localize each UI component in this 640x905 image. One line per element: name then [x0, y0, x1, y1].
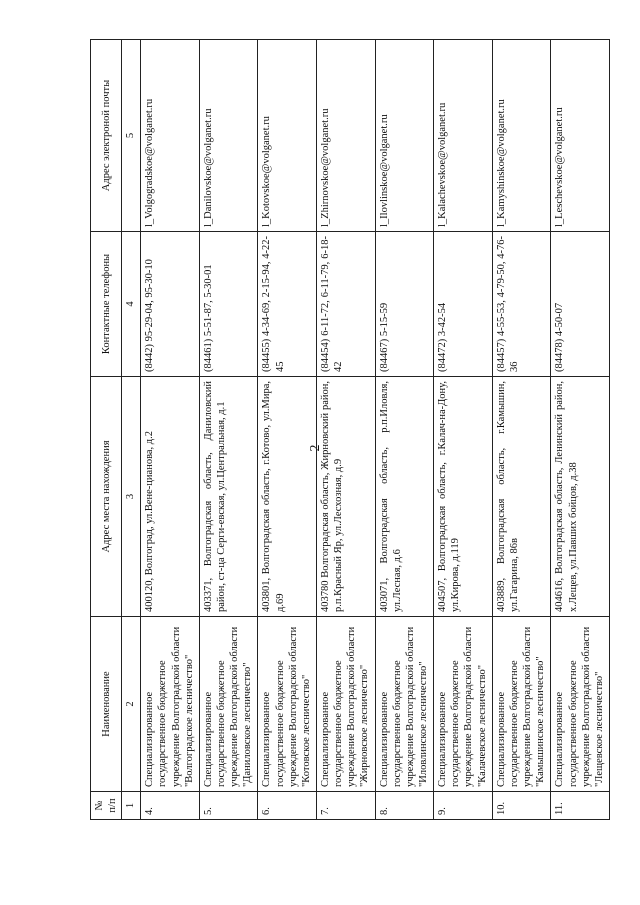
- org-email[interactable]: l_Kalachevskoe@volganet.ru: [434, 40, 493, 232]
- table-row: [199, 40, 258, 820]
- page-number: 2: [308, 444, 323, 452]
- org-email[interactable]: l_Leschevskoe@volganet.ru: [551, 40, 610, 232]
- org-address: 404616, Волгоградская область, Ленинский район, х.Лещев, ул.Павших бойцов, д.38: [551, 377, 610, 617]
- header-row: [91, 40, 122, 820]
- org-address: 403371, Волгоградская область, Даниловский район, ст-ца Серги-евская, ул.Центральная, д.1: [199, 377, 258, 617]
- org-name: Специализированное государственное бюджетное учреждение Волгоградской области "Калачевское лесничество": [434, 617, 493, 792]
- org-phones: (84455) 4-34-69, 2-15-94, 4-22-45: [258, 232, 317, 377]
- column-number-row: [122, 40, 141, 820]
- row-number: 9.: [434, 792, 493, 820]
- forestry-registry-table: [90, 39, 610, 820]
- org-phones: (8442) 95-29-04, 95-30-10: [141, 232, 200, 377]
- org-email[interactable]: l_Volgogradskoe@volganet.ru: [141, 40, 200, 232]
- row-number: 8.: [375, 792, 434, 820]
- col-number: 5: [122, 40, 141, 232]
- col-number: 4: [122, 232, 141, 377]
- row-number: 10.: [492, 792, 551, 820]
- header-no: № п/п: [91, 792, 122, 820]
- header-name: Наименование: [91, 617, 122, 792]
- org-email[interactable]: l_Kamyshinskoe@volganet.ru: [492, 40, 551, 232]
- org-address: 400120, Волгоград, ул.Вене-цианова, д.2: [141, 377, 200, 617]
- col-number: 1: [122, 792, 141, 820]
- rotated-table-container: [90, 40, 610, 820]
- header-phones: Контактные телефоны: [91, 232, 122, 377]
- table-row: [492, 40, 551, 820]
- org-address: 403889, Волгоградская область, г.Камышин, ул.Гагарина, 86в: [492, 377, 551, 617]
- table-row: [434, 40, 493, 820]
- table-row: [258, 40, 317, 820]
- org-phones: (84467) 5-15-59: [375, 232, 434, 377]
- org-email[interactable]: l_Zhirnovskoe@volganet.ru: [317, 40, 376, 232]
- org-phones: (84457) 4-55-53, 4-79-50, 4-76-36: [492, 232, 551, 377]
- org-address: 403801, Волгоградская область, г.Котово, ул.Мира, д.69: [258, 377, 317, 617]
- row-number: 11.: [551, 792, 610, 820]
- col-number: 2: [122, 617, 141, 792]
- org-name: Специализированное государственное бюджетное учреждение Волгоградской области "Камышинское лесничество": [492, 617, 551, 792]
- org-address: 403071, Волгоградская область, р.п.Иловля, ул.Лесная, д.6: [375, 377, 434, 617]
- row-number: 4.: [141, 792, 200, 820]
- row-number: 6.: [258, 792, 317, 820]
- row-number: 5.: [199, 792, 258, 820]
- org-phones: (84454) 6-11-72, 6-11-79, 6-18-42: [317, 232, 376, 377]
- org-phones: (84461) 5-51-87, 5-30-01: [199, 232, 258, 377]
- org-address: 404507, Волгоградская область, г.Калач-на-Дону, ул.Кирова, д.119: [434, 377, 493, 617]
- org-name: Специализированное государственное бюджетное учреждение Волгоградской области "Волгоградское лесничество": [141, 617, 200, 792]
- org-phones: (84472) 3-42-54: [434, 232, 493, 377]
- org-name: Специализированное государственное бюджетное учреждение Волгоградской области "Котовское лесничество": [258, 617, 317, 792]
- org-phones: (84478) 4-50-07: [551, 232, 610, 377]
- table-row: [551, 40, 610, 820]
- org-email[interactable]: l_Danilovskoe@volganet.ru: [199, 40, 258, 232]
- org-email[interactable]: l_Ilovlinskoe@volganet.ru: [375, 40, 434, 232]
- header-address: Адрес места нахождения: [91, 377, 122, 617]
- org-name: Специализированное государственное бюджетное учреждение Волгоградской области "Лещевское лесничество": [551, 617, 610, 792]
- org-name: Специализированное государственное бюджетное учреждение Волгоградской области "Иловлинское лесничество": [375, 617, 434, 792]
- table-row: [375, 40, 434, 820]
- org-email[interactable]: l_Kotovskoe@volganet.ru: [258, 40, 317, 232]
- org-name: Специализированное государственное бюджетное учреждение Волгоградской области "Даниловское лесничество": [199, 617, 258, 792]
- col-number: 3: [122, 377, 141, 617]
- row-number: 7.: [317, 792, 376, 820]
- org-name: Специализированное государственное бюджетное учреждение Волгоградской области "Жирновское лесничество": [317, 617, 376, 792]
- table-row: [317, 40, 376, 820]
- org-address: 403780 Волгоградская область, Жирновский район, р.п.Красный Яр, ул.Лесхозная, д.9: [317, 377, 376, 617]
- header-email: Адрес электроной почты: [91, 40, 122, 232]
- table-row: [141, 40, 200, 820]
